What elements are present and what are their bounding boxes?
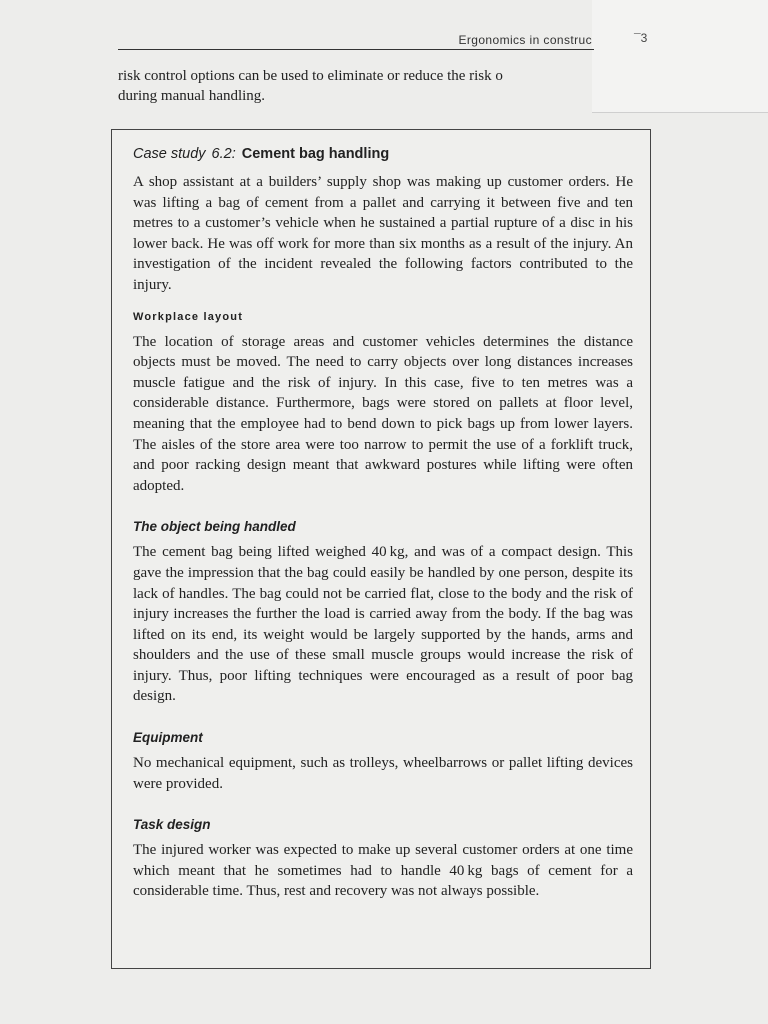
- case-study-intro: A shop assistant at a builders’ supply shop was making up customer orders. He was lifting a bag of cement from a pallet and carrying it between five and ten metres to a customer’s vehicle when he sustained a partial rupture of a disc in his lower back. He was off work for more than six months as a result of the injury. An investigation of the incident revealed the following factors contributed to the injury.: [133, 174, 633, 293]
- case-study-number: 6.2:: [211, 146, 236, 162]
- case-study-label: Case study: [133, 146, 206, 162]
- section-heading-task-design: Task design: [133, 817, 211, 833]
- page-number: ¯3: [634, 31, 648, 45]
- section-heading-equipment: Equipment: [133, 730, 203, 746]
- case-study-name: Cement bag handling: [241, 146, 390, 162]
- running-header: [118, 31, 594, 50]
- case-study-box: [111, 129, 651, 969]
- section-text-workplace-layout: The location of storage areas and customer vehicles determines the distance objects must be moved. The need to carry objects over long distances increases muscle fatigue and the risk of injury. In this case, five to ten metres was a considerable distance. Furthermore, bags were stored on pallets at floor level, meaning that the employee had to bend down to pick bags up from lower layers. The aisles of the store area were too narrow to permit the use of a forklift truck, and poor racking design meant that awkward postures while lifting were often adopted.: [133, 333, 633, 494]
- section-heading-workplace-layout: Workplace layout: [133, 310, 244, 323]
- intro-line: risk control options can be used to eliminate or reduce the risk o: [118, 68, 503, 84]
- section-text-object-handled: The cement bag being lifted weighed 40 kg, and was of a compact design. This gave the impression that the bag could easily be handled by one person, despite its lack of handles. The bag could not be carried flat, close to the body and the risk of injury increases the further the load is carried away from the body. If the bag was lifted on its end, its weight would be largely supported by the hands, arms and shoulders and the use of these small muscle groups would increase the risk of injury. Thus, poor lifting techniques were encouraged as a result of poor bag design.: [133, 544, 633, 705]
- section-heading-object-handled: The object being handled: [133, 519, 296, 535]
- running-head-text: Ergonomics in construc: [458, 33, 592, 47]
- case-study-title: [133, 146, 633, 162]
- intro-paragraph: [118, 66, 598, 106]
- case-study-content: [133, 146, 633, 902]
- section-text-equipment: No mechanical equipment, such as trolleys, wheelbarrows or pallet lifting devices were provided.: [133, 755, 633, 792]
- section-text-task-design: The injured worker was expected to make up several customer orders at one time which meant that he sometimes had to handle 40 kg bags of cement for a considerable time. Thus, rest and recovery was not always possible.: [133, 842, 633, 900]
- next-page-edge: [592, 0, 768, 113]
- intro-line: during manual handling.: [118, 88, 266, 104]
